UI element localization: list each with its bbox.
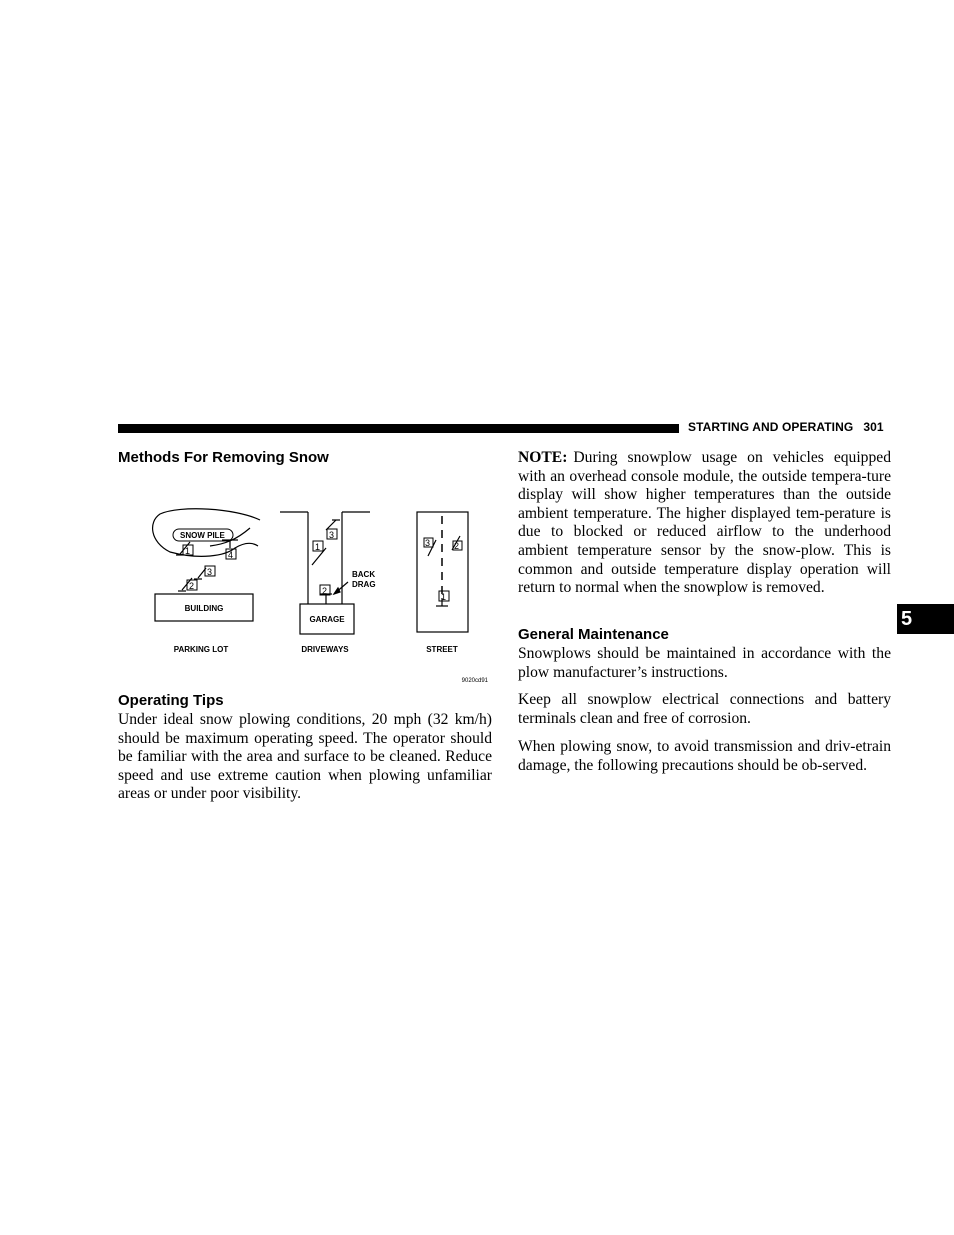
running-header [688, 420, 884, 434]
driveway-number-1: 1 [315, 542, 321, 552]
page-number: 301 [863, 420, 884, 434]
parking-number-3: 3 [207, 567, 213, 577]
header-rule [118, 424, 679, 433]
section-tab: 5 [897, 604, 954, 634]
back-drag-label-line1: BACK [352, 570, 376, 579]
maintenance-paragraph-3: When plowing snow, to avoid transmission and driv-etrain damage, the following precautions should be ob-served. [518, 738, 891, 774]
street-diagram [417, 512, 468, 632]
parking-number-4: 4 [228, 550, 234, 560]
street-number-2: 2 [454, 541, 460, 551]
street-number-3: 3 [425, 538, 431, 548]
snow-pile-label: SNOW PILE [180, 531, 225, 540]
heading-operating-tips: Operating Tips [118, 692, 224, 709]
maintenance-paragraph-1: Snowplows should be maintained in accordance with the plow manufacturer’s instructions. [518, 645, 891, 681]
driveway-number-2: 2 [322, 586, 328, 596]
operating-tips-paragraph: Under ideal snow plowing conditions, 20 mph (32 km/h) should be maximum operating speed. The operator should be familiar with the area and surface to be cleaned. Reduce speed and use extreme caution when plowing unfamiliar areas or under poor visibility. [118, 711, 492, 803]
note-paragraph [518, 449, 891, 598]
figure-code: 9020cd91 [461, 678, 488, 684]
parking-number-2: 2 [189, 581, 195, 591]
driveways-label: DRIVEWAYS [301, 645, 349, 654]
note-label: NOTE: [518, 449, 568, 466]
parking-number-1: 1 [185, 546, 191, 556]
driveway-number-3: 3 [329, 530, 335, 540]
heading-methods-for-removing-snow: Methods For Removing Snow [118, 449, 329, 466]
back-drag-label-line2: DRAG [352, 580, 376, 589]
parking-lot-label: PARKING LOT [173, 645, 229, 654]
maintenance-paragraph-2: Keep all snowplow electrical connections and battery terminals clean and free of corrosion. [518, 691, 891, 727]
heading-general-maintenance: General Maintenance [518, 626, 669, 643]
building-label: BUILDING [184, 604, 224, 613]
street-label: STREET [426, 645, 458, 654]
note-text: During snowplow usage on vehicles equipped with an overhead console module, the outside tempera-ture display will show higher temperatures than the outside ambient temperature. The higher displayed tem-perature is due to blocked or reduced airflow to the underhood ambient temperature sensor by the snow-plow. This is common and outside temperature display operation will return to normal when the snowplow is removed. [518, 449, 891, 597]
header-section-title: STARTING AND OPERATING [688, 420, 854, 434]
snow-removal-diagram [140, 490, 500, 690]
garage-label: GARAGE [309, 615, 345, 624]
street-number-1: 1 [441, 592, 447, 602]
